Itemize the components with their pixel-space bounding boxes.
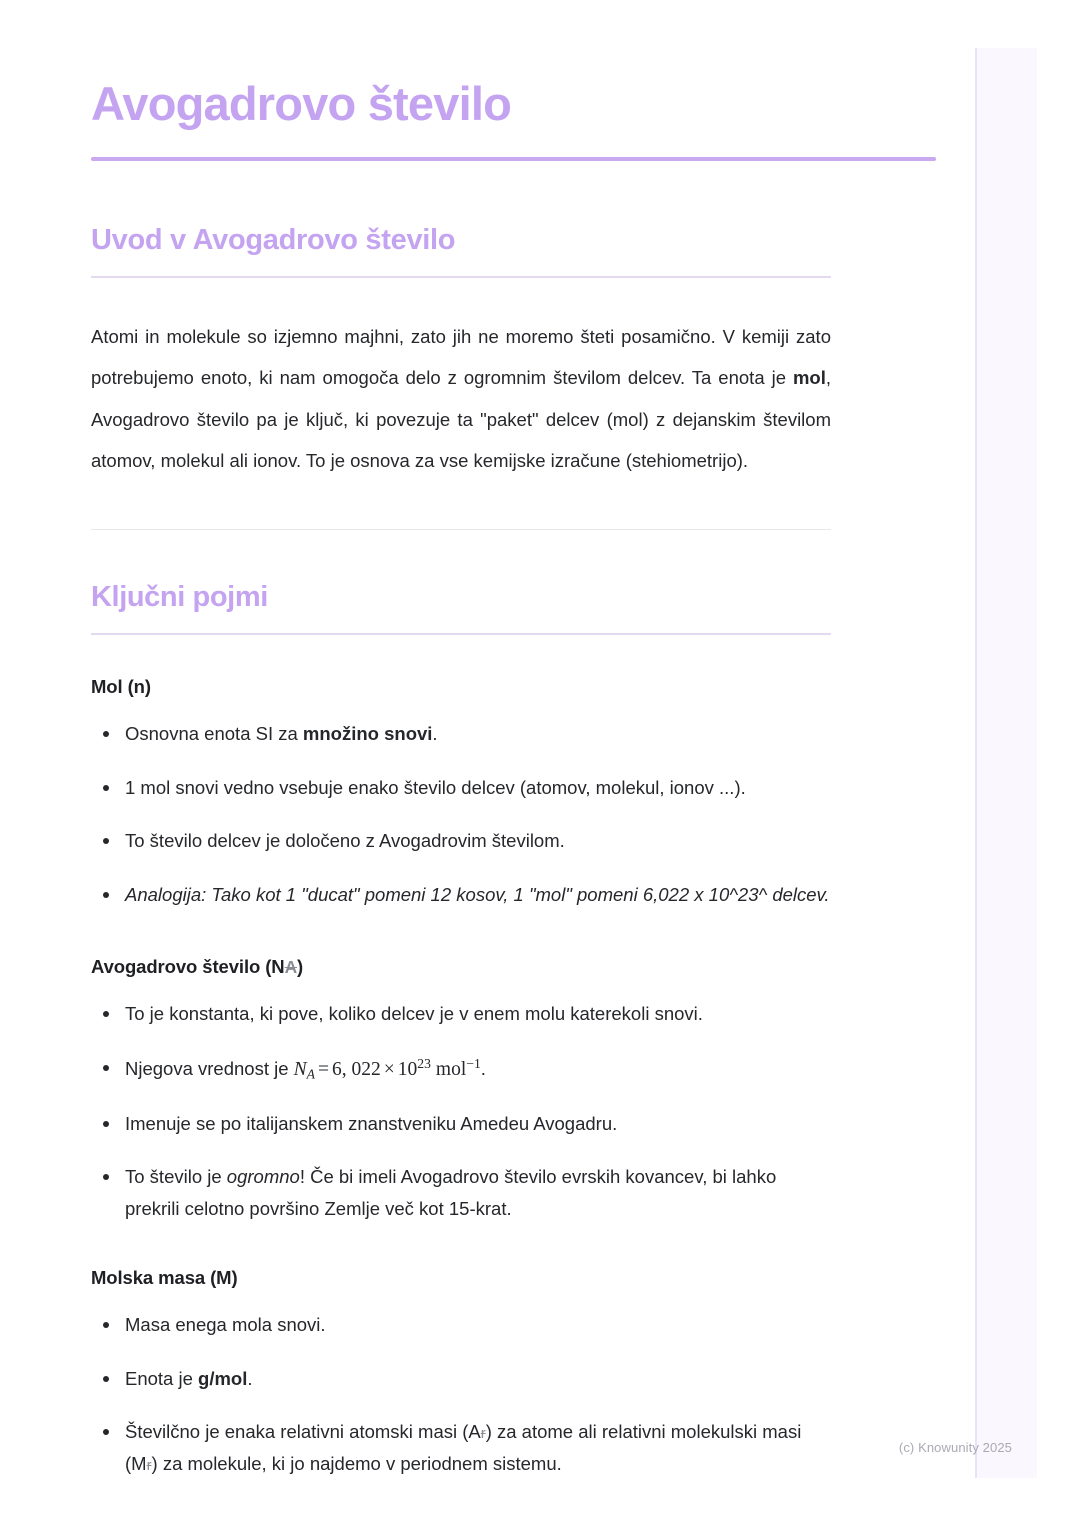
subheading-text-tail: ) (297, 956, 304, 978)
list-item (91, 1052, 831, 1086)
inline-math-avogadro-constant (293, 1055, 481, 1082)
math-base: 10 (397, 1058, 418, 1080)
intro-text-part-1: Atomi in molekule so izjemno majhni, zato jih ne moremo šteti posamično. V kemiji zato potrebujemo enoto, ki nam omogoča delo z ogromnim številom delcev. Ta enota je (91, 326, 831, 389)
bullet-list-mol (91, 718, 831, 910)
subheading-avogadro-number (91, 956, 960, 978)
math-subscript-a: A (306, 1066, 316, 1082)
section-separator (91, 529, 831, 530)
list-item (91, 1108, 831, 1139)
intro-paragraph (91, 316, 831, 480)
math-equals: = (318, 1058, 330, 1080)
math-times: × (383, 1058, 395, 1080)
list-item (91, 1416, 831, 1479)
bullet-list-molar-mass (91, 1309, 831, 1479)
bullet-text-tail: ! Če bi imeli Avogadrovo število evrskih kovancev, bi lahko prekrili celotno površino Zemlje več kot 15-krat. (125, 1166, 777, 1219)
copyright-watermark: (c) Knowunity 2025 (898, 1440, 1012, 1455)
bullet-text: To število delcev je določeno z Avogadrovim številom. (125, 830, 565, 852)
bullet-text: Masa enega mola snovi. (125, 1314, 326, 1336)
bullet-text: Imenuje se po italijanskem znanstveniku Amedeu Avogadru. (125, 1112, 618, 1134)
bullet-text: To število je (125, 1166, 227, 1188)
section-heading-intro: Uvod v Avogadrovo število (91, 223, 456, 256)
list-item (91, 1309, 831, 1340)
subscript-artifact-r-2: r (146, 1457, 152, 1474)
math-symbol-n: N (293, 1058, 307, 1080)
bullet-text-tail: . (247, 1367, 253, 1389)
section-intro (91, 223, 960, 481)
subheading-molar-mass: Molska masa (M) (91, 1267, 238, 1289)
list-item (91, 998, 831, 1029)
bullet-italic-word: ogromno (226, 1166, 300, 1188)
bullet-text-tail: . (480, 1057, 486, 1079)
list-item (91, 879, 831, 910)
list-item (91, 825, 831, 856)
page-title: Avogadrovo število (91, 77, 512, 130)
section-heading-key-terms: Ključni pojmi (91, 580, 268, 613)
section-divider-key-terms (91, 633, 831, 635)
bullet-bold: množino snovi (302, 723, 433, 745)
bullet-text: 1 mol snovi vedno vsebuje enako število delcev (atomov, molekul, ionov ...). (125, 776, 746, 798)
bullet-text: To je konstanta, ki pove, koliko delcev je v enem molu katerekoli snovi. (125, 1003, 703, 1025)
list-item (91, 1363, 831, 1394)
intro-text-part-2: , Avogadrovo število pa je ključ, ki povezuje ta "paket" delcev (mol) z dejanskim številom atomov, molekul ali ionov. To je osnova za vse kemijske izračune (stehiometrijo). (91, 367, 831, 471)
bullet-text: Njegova vrednost je (125, 1057, 294, 1079)
math-unit-exponent: −1 (466, 1055, 481, 1071)
bullet-text-tail: ) za molekule, ki jo najdemo v periodnem sistemu. (151, 1452, 562, 1474)
bullet-text: Osnovna enota SI za (125, 723, 303, 745)
bullet-bold: g/mol (198, 1367, 248, 1389)
section-key-terms (91, 580, 960, 1479)
bullet-text: Enota je (125, 1367, 199, 1389)
section-divider-intro (91, 276, 831, 278)
bullet-text-tail: . (432, 723, 438, 745)
bullet-text: Analogija: Tako kot 1 "ducat" pomeni 12 kosov, 1 "mol" pomeni 6,022 x 10^23^ delcev. (125, 883, 830, 905)
math-exponent: 23 (417, 1055, 431, 1071)
math-unit: mol (435, 1058, 467, 1080)
bullet-text: Številčno je enaka relativni atomski masi (A (125, 1421, 481, 1443)
subheading-mol: Mol (n) (91, 676, 151, 698)
intro-bold-mol: mol (792, 367, 826, 389)
subheading-text: Avogadrovo število (N (91, 956, 285, 978)
math-value: 6, 022 (332, 1058, 381, 1080)
list-item (91, 1161, 831, 1224)
subscript-artifact-a: A (284, 957, 298, 978)
title-divider (91, 157, 936, 161)
subscript-artifact-r-1: r (480, 1426, 486, 1443)
list-item (91, 772, 831, 803)
list-item (91, 718, 831, 749)
bullet-text-mid: ) za atome ali relativni molekulski masi (M (125, 1421, 802, 1474)
bullet-list-avogadro-number (91, 998, 831, 1224)
